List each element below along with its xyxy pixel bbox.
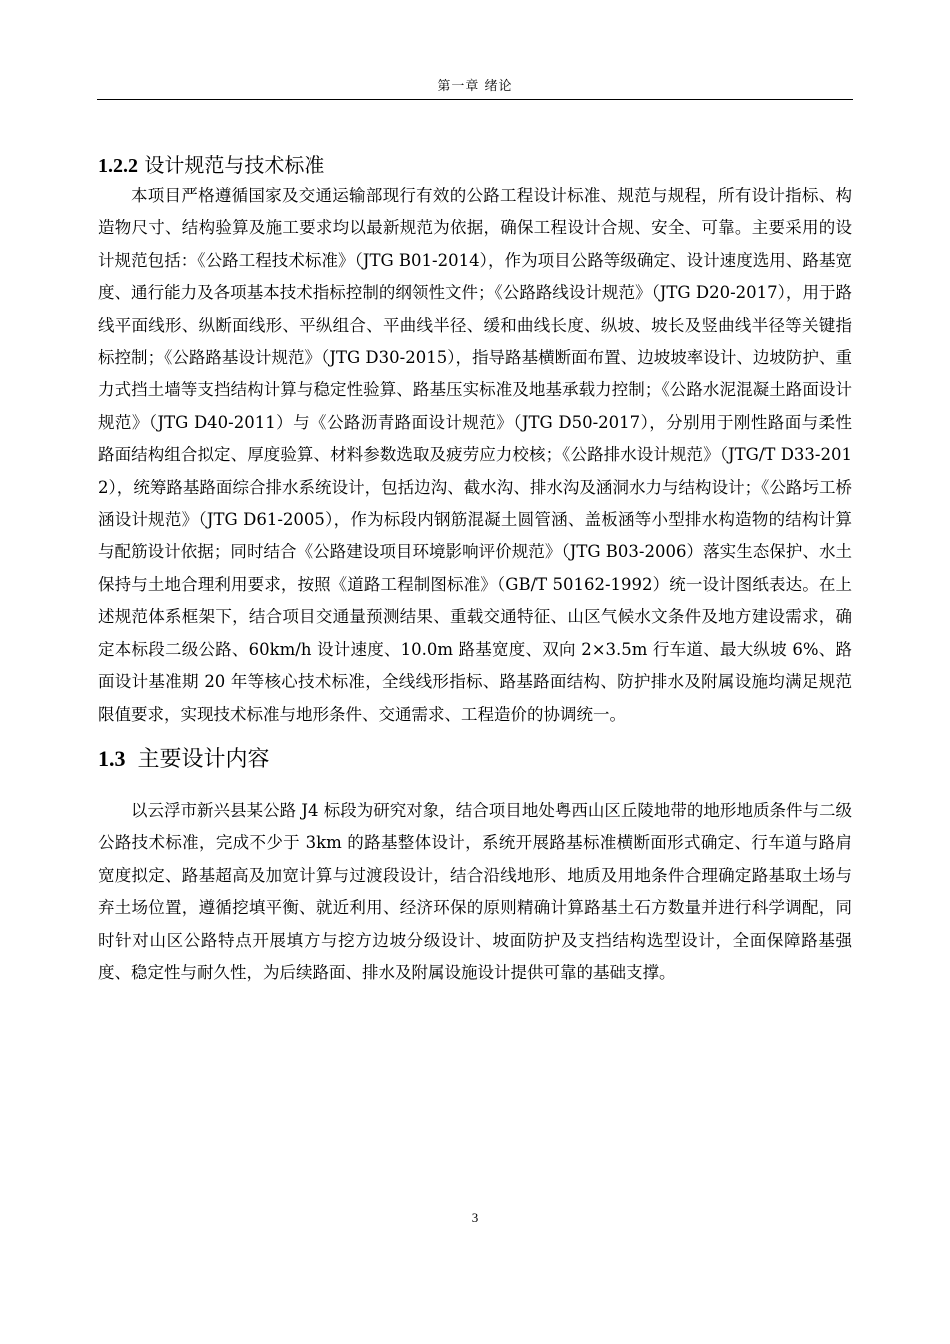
page-number: 3 xyxy=(471,1210,479,1225)
subsection-heading-1-2-2 xyxy=(98,150,852,180)
subsection-number: 1.2.2 xyxy=(98,155,138,177)
page-body xyxy=(98,150,852,989)
section-number: 1.3 xyxy=(98,745,126,771)
section-title: 主要设计内容 xyxy=(137,746,270,772)
running-header: 第一章 绪论 xyxy=(437,79,513,94)
header-rule xyxy=(97,99,853,100)
subsection-title: 设计规范与技术标准 xyxy=(144,153,325,177)
paragraph-design-content: 以云浮市新兴县某公路 J4 标段为研究对象，结合项目地处粤西山区丘陵地带的地形地质条件与二级公路技术标准，完成不少于 3km 的路基整体设计，系统开展路基标准横断面形式确定、行车道与路肩宽度拟定、路基超高及加宽计算与过渡段设计，结合沿线地形、地质及用地条件合理确定路基取土场与弃土场位置，遵循挖填平衡、就近利用、经济环保的原则精确计算路基土石方数量并进行科学调配，同时针对山区公路特点开展填方与挖方边坡分级设计、坡面防护及支挡结构选型设计，全面保障路基强度、稳定性与耐久性，为后续路面、排水及附属设施设计提供可靠的基础支撑。 xyxy=(98,800,852,982)
paragraph-design-standards: 本项目严格遵循国家及交通运输部现行有效的公路工程设计标准、规范与规程，所有设计指标、构造物尺寸、结构验算及施工要求均以最新规范为依据，确保工程设计合规、安全、可靠。主要采用的设计规范包括：《公路工程技术标准》（JTG B01-2014），作为项目公路等级确定、设计速度选用、路基宽度、通行能力及各项基本技术指标控制的纲领性文件；《公路路线设计规范》（JTG D20-2017），用于路线平面线形、纵断面线形、平纵组合、平曲线半径、缓和曲线长度、纵坡、坡长及竖曲线半径等关键指标控制；《公路路基设计规范》（JTG D30-2015），指导路基横断面布置、边坡坡率设计、边坡防护、重力式挡土墙等支挡结构计算与稳定性验算、路基压实标准及地基承载力控制；《公路水泥混凝土路面设计规范》（JTG D40-2011）与《公路沥青路面设计规范》（JTG D50-2017），分别用于刚性路面与柔性路面结构组合拟定、厚度验算、材料参数选取及疲劳应力校核；《公路排水设计规范》（JTG/T D33-2012），统筹路基路面综合排水系统设计，包括边沟、截水沟、排水沟及涵洞水力与结构设计；《公路圬工桥涵设计规范》（JTG D61-2005），作为标段内钢筋混凝土圆管涵、盖板涵等小型排水构造物的结构计算与配筋设计依据；同时结合《公路建设项目环境影响评价规范》（JTG B03-2006）落实生态保护、水土保持与土地合理利用要求，按照《道路工程制图标准》（GB/T 50162-1992）统一设计图纸表达。在上述规范体系框架下，结合项目交通量预测结果、重载交通特征、山区气候水文条件及地方建设需求，确定本标段二级公路、60km/h 设计速度、10.0m 路基宽度、双向 2×3.5m 行车道、最大纵坡 6%、路面设计基准期 20 年等核心技术标准，全线线形指标、路基路面结构、防护排水及附属设施均满足规范限值要求，实现技术标准与地形条件、交通需求、工程造价的协调统一。 xyxy=(98,186,852,724)
section-heading-1-3 xyxy=(98,743,852,775)
